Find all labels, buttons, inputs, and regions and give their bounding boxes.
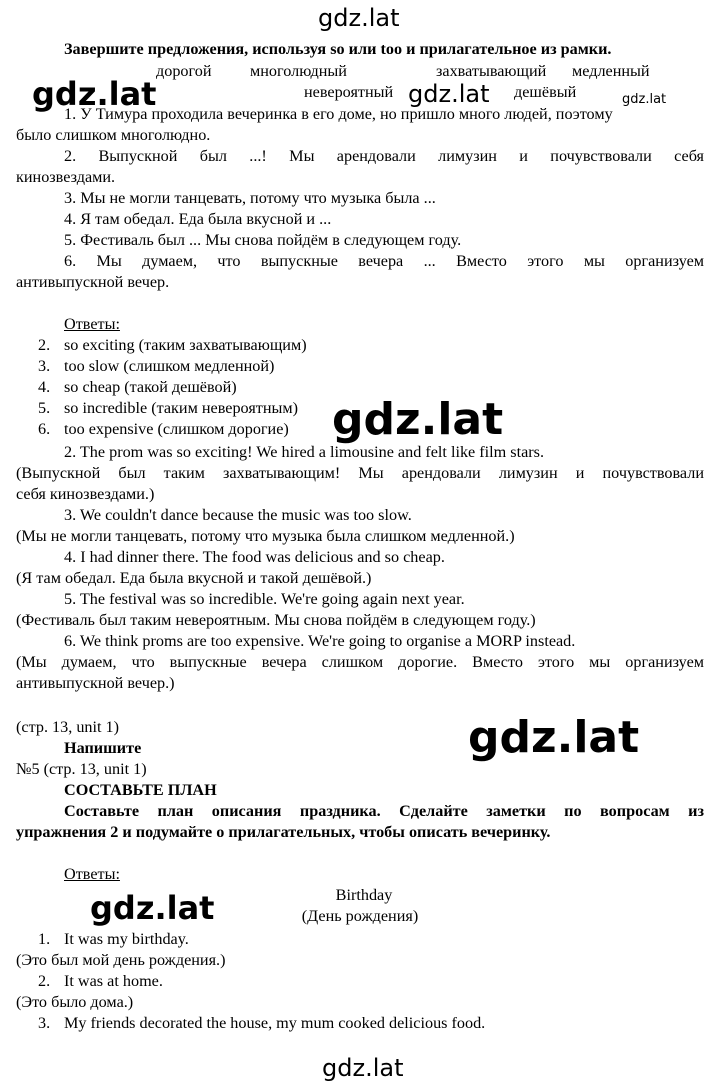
list-item: 5. so incredible (таким невероятным) <box>38 399 299 417</box>
plan-heading: СОСТАВЬТЕ ПЛАН <box>64 781 217 799</box>
answers-label-2: Ответы: <box>64 865 120 883</box>
sentence-4: 4. Я там обедал. Еда была вкусной и ... <box>64 210 332 228</box>
sentence-1b: было слишком многолюдно. <box>16 126 211 144</box>
english-4: 4. I had dinner there. The food was delicious and so cheap. <box>64 548 445 566</box>
page-reference: (стр. 13, unit 1) <box>16 718 120 736</box>
sentence-1a: 1. У Тимура проходила вечеринка в его доме, но пришло много людей, поэтому <box>64 105 613 123</box>
russian-6a: (Мы думаем, что выпускные вечера слишком дорогие. Вместо этого мы организуем <box>16 653 704 671</box>
word-item: захватывающий <box>436 62 547 80</box>
plan-title-en: Birthday <box>335 886 393 904</box>
english-3: 3. We couldn't dance because the music was too slow. <box>64 506 412 524</box>
russian-4: (Я там обедал. Еда была вкусной и такой дешёвой.) <box>16 569 372 587</box>
watermark-left: gdz.lat <box>32 75 157 113</box>
watermark-right-small: gdz.lat <box>622 92 667 107</box>
answers-label: Ответы: <box>64 315 120 333</box>
english-6: 6. We think proms are too expensive. We're going to organise a MORP instead. <box>64 632 576 650</box>
sentence-5: 5. Фестиваль был ... Мы снова пойдём в следующем году. <box>64 231 462 249</box>
sentence-2b: кинозвездами. <box>16 168 116 186</box>
word-item: дешёвый <box>514 83 577 101</box>
word-item: медленный <box>572 62 650 80</box>
sentence-3: 3. Мы не могли танцевать, потому что музыка была ... <box>64 189 436 207</box>
sentence-6a: 6. Мы думаем, что выпускные вечера ... Вместо этого мы организуем <box>64 252 704 270</box>
watermark-top: gdz.lat <box>318 4 400 32</box>
sentence-6b: антивыпускной вечер. <box>16 273 170 291</box>
list-item: 4. so cheap (такой дешёвой) <box>38 378 237 396</box>
plan-item-1: 1. It was my birthday. <box>38 930 189 948</box>
word-item: невероятный <box>304 83 394 101</box>
task-line-b: упражнения 2 и подумайте о прилагательных, чтобы описать вечеринку. <box>16 823 551 841</box>
section-heading: Напишите <box>64 739 142 757</box>
plan-item-3: 3. My friends decorated the house, my mum cooked delicious food. <box>38 1014 486 1032</box>
russian-2b: себя кинозвездами.) <box>16 485 155 503</box>
word-item: дорогой <box>156 62 212 80</box>
watermark-lower-left: gdz.lat <box>90 889 215 927</box>
list-item: 6. too expensive (слишком дорогие) <box>38 420 289 438</box>
watermark-mid: gdz.lat <box>408 80 490 108</box>
plan-item-1-translation: (Это был мой день рождения.) <box>16 951 226 969</box>
word-item: многолюдный <box>250 62 347 80</box>
task-line-a: Составьте план описания праздника. Сделайте заметки по вопросам из <box>64 802 704 820</box>
plan-item-2-translation: (Это было дома.) <box>16 993 134 1011</box>
english-2: 2. The prom was so exciting! We hired a limousine and felt like film stars. <box>64 443 545 461</box>
list-item: 3. too slow (слишком медленной) <box>38 357 275 375</box>
exercise-reference: №5 (стр. 13, unit 1) <box>16 760 147 778</box>
russian-2a: (Выпускной был таким захватывающим! Мы арендовали лимузин и почувствовали <box>16 464 704 482</box>
watermark-bottom: gdz.lat <box>322 1054 404 1082</box>
plan-title-ru: (День рождения) <box>301 907 419 925</box>
plan-item-2: 2. It was at home. <box>38 972 163 990</box>
sentence-2a: 2. Выпускной был ...! Мы арендовали лимузин и почувствовали себя <box>64 147 704 165</box>
russian-6b: антивыпускной вечер.) <box>16 674 175 692</box>
watermark-right: gdz.lat <box>468 712 640 763</box>
watermark-center: gdz.lat <box>332 394 504 445</box>
list-item: 2. so exciting (таким захватывающим) <box>38 336 307 354</box>
exercise-title: Завершите предложения, используя so или too и прилагательное из рамки. <box>64 40 612 58</box>
english-5: 5. The festival was so incredible. We're going again next year. <box>64 590 465 608</box>
russian-5: (Фестиваль был таким невероятным. Мы снова пойдём в следующем году.) <box>16 611 536 629</box>
russian-3: (Мы не могли танцевать, потому что музыка была слишком медленной.) <box>16 527 515 545</box>
